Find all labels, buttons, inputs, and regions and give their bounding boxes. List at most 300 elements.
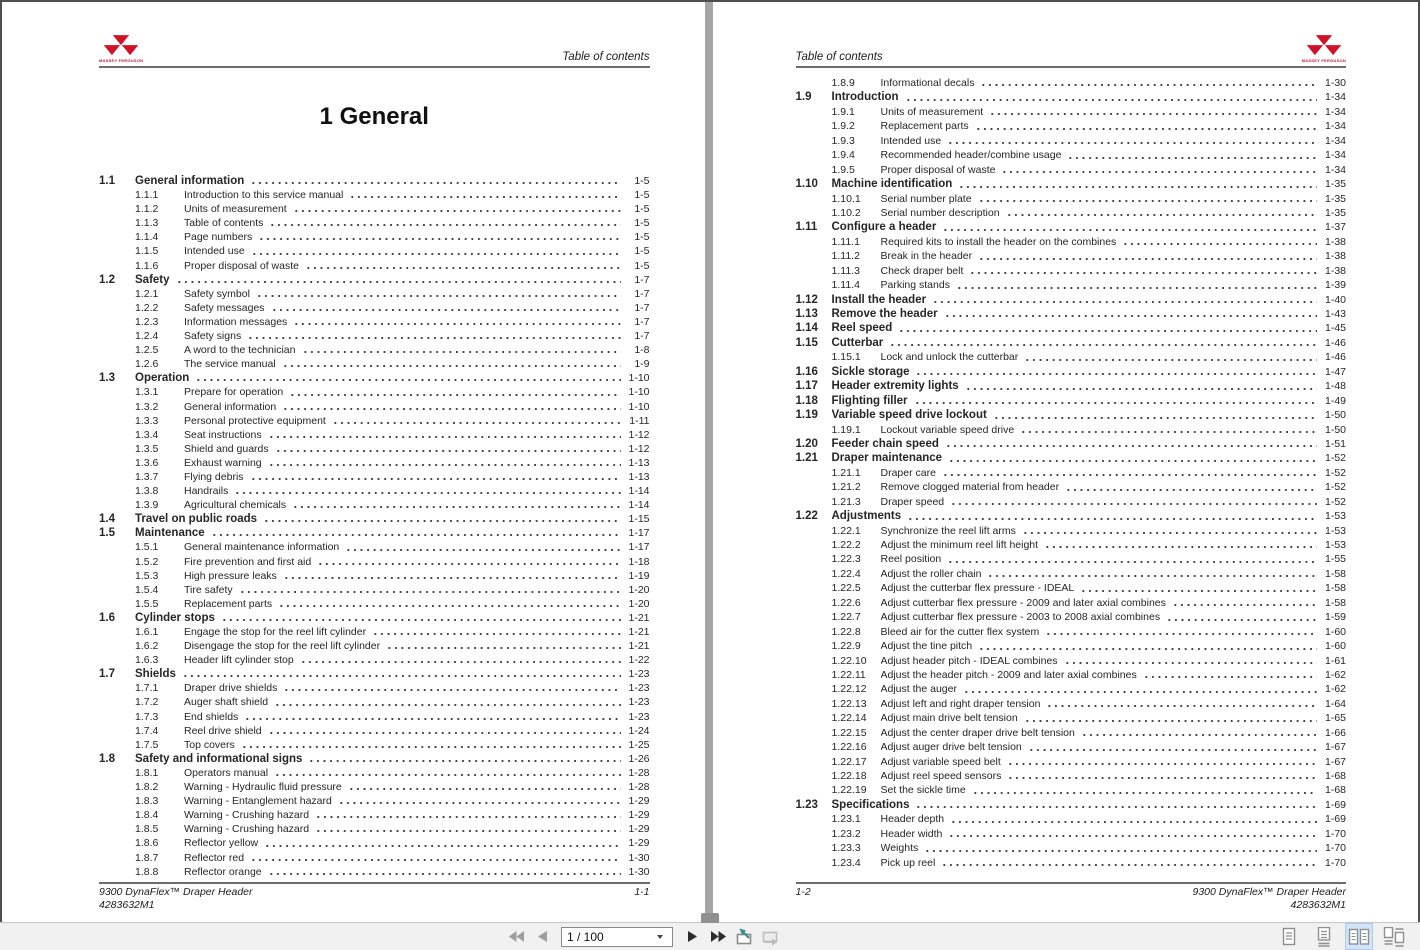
- toc-entry[interactable]: [99, 244, 650, 258]
- toc-entry-title: The service manual: [184, 358, 276, 371]
- toc-entry[interactable]: [796, 841, 1347, 855]
- toc-entry-number: 1.23: [795, 798, 818, 811]
- toc-dot-leader: [1081, 726, 1317, 740]
- toc-entry-number: 1.23.1: [831, 813, 861, 826]
- toc-entry-page: 1-7: [634, 315, 650, 328]
- toc-entry-title: Install the header: [831, 293, 927, 306]
- toc-entry[interactable]: [99, 611, 650, 625]
- toc-entry[interactable]: [796, 321, 1347, 335]
- toc-entry-number: 1.1.1: [135, 189, 159, 202]
- toc-entry[interactable]: [99, 583, 650, 597]
- toc-entry-number: 1.16: [795, 365, 818, 378]
- toc-entry-page: 1-59: [1324, 611, 1346, 624]
- toc-dot-leader: [182, 667, 621, 681]
- toc-entry[interactable]: [99, 695, 650, 709]
- toc-entry-page: 1-52: [1324, 466, 1346, 479]
- toc-entry-number: 1.22.19: [831, 784, 867, 797]
- toc-entry-page: 1-67: [1324, 741, 1346, 754]
- toc-dot-leader: [338, 794, 621, 808]
- toc-entry-title: General information: [184, 400, 277, 413]
- caret-down-icon[interactable]: [652, 935, 668, 939]
- toc-dot-leader: [293, 202, 621, 216]
- toc-entry[interactable]: [99, 287, 650, 301]
- toc-dot-leader: [250, 470, 621, 484]
- toc-entry[interactable]: [99, 385, 650, 399]
- next-page-button[interactable]: [681, 926, 703, 948]
- toc-entry[interactable]: [99, 414, 650, 428]
- toc-entry-page: 1-23: [628, 682, 650, 695]
- toc-entry-page: 1-70: [1324, 842, 1346, 855]
- toc-entry[interactable]: [99, 710, 650, 724]
- toc-entry-title: Shield and guards: [184, 442, 269, 455]
- toc-entry[interactable]: [796, 293, 1347, 307]
- toc-entry[interactable]: [99, 540, 650, 554]
- toc-dot-leader: [300, 653, 621, 667]
- last-page-button[interactable]: [707, 926, 729, 948]
- toc-entry-title: Adjust the center draper drive belt tension: [880, 726, 1075, 739]
- toc-dot-leader: [969, 264, 1317, 278]
- single-page-view-button[interactable]: [1276, 924, 1302, 949]
- toc-entry-page: 1-70: [1324, 856, 1346, 869]
- toc-entry[interactable]: [99, 174, 650, 188]
- toc-entry[interactable]: [99, 512, 650, 526]
- toc-entry-number: 1.7.5: [135, 738, 159, 751]
- toc-entry[interactable]: [796, 668, 1347, 682]
- toc-entry[interactable]: [99, 851, 650, 865]
- toc-dot-leader: [1022, 524, 1317, 538]
- toc-dot-leader: [271, 301, 621, 315]
- toc-dot-leader: [948, 451, 1317, 465]
- toc-entry-number: 1.1.4: [135, 231, 159, 244]
- toc-entry-number: 1.8.1: [135, 766, 159, 779]
- toc-entry-number: 1.8.5: [135, 823, 159, 836]
- toc-entry[interactable]: [99, 794, 650, 808]
- toc-entry-page: 1-52: [1324, 495, 1346, 508]
- toc-entry[interactable]: [99, 555, 650, 569]
- toc-entry-title: Header lift cylinder stop: [184, 654, 294, 667]
- toc-entry[interactable]: [796, 90, 1347, 104]
- page-2-footer: [796, 882, 1347, 912]
- toc-entry-number: 1.14: [795, 322, 818, 335]
- toc-entry[interactable]: [796, 177, 1347, 191]
- toc-entry-page: 1-7: [634, 287, 650, 300]
- page-number-input[interactable]: [562, 929, 652, 945]
- toc-dot-leader: [1028, 740, 1317, 754]
- toc-entry-title: Intended use: [880, 134, 942, 147]
- toc-entry-title: Adjust left and right draper tension: [880, 697, 1041, 710]
- toc-entry-number: 1.6: [99, 611, 115, 624]
- toc-entry-number: 1.21: [795, 452, 818, 465]
- toc-entry[interactable]: [99, 865, 650, 879]
- toc-entry-title: Machine identification: [831, 178, 953, 191]
- toc-dot-leader: [1001, 163, 1317, 177]
- toc-dot-leader: [1064, 654, 1317, 668]
- toc-entry[interactable]: [796, 307, 1347, 321]
- toc-entry-page: 1-58: [1324, 596, 1346, 609]
- toc-entry[interactable]: [99, 188, 650, 202]
- toc-entry[interactable]: [99, 259, 650, 273]
- toc-entry-title: Synchronize the reel lift arms: [880, 524, 1016, 537]
- toc-entry[interactable]: [796, 755, 1347, 769]
- toc-entry-page: 1-5: [634, 245, 650, 258]
- toc-entry-title: Break in the header: [880, 250, 973, 263]
- toc-dot-leader: [282, 400, 620, 414]
- toc-dot-leader: [278, 597, 620, 611]
- toc-entry[interactable]: [99, 667, 650, 681]
- toc-entry[interactable]: [796, 856, 1347, 870]
- toc-entry[interactable]: [99, 808, 650, 822]
- toc-entry-number: 1.8.6: [135, 837, 159, 850]
- toc-entry[interactable]: [796, 596, 1347, 610]
- toc-entry-page: 1-48: [1324, 380, 1346, 393]
- toc-dot-leader: [1044, 538, 1317, 552]
- toc-entry-number: 1.9.3: [831, 134, 855, 147]
- toc-dot-leader: [268, 865, 621, 879]
- toc-entry-page: 1-24: [628, 724, 650, 737]
- toc-entry[interactable]: [99, 653, 650, 667]
- toolbar-collapse-handle[interactable]: [701, 913, 719, 923]
- toc-entry[interactable]: [99, 371, 650, 385]
- toc-entry-number: 1.22.5: [831, 582, 861, 595]
- toc-entry-page: 1-13: [628, 470, 650, 483]
- toc-entry[interactable]: [796, 639, 1347, 653]
- page-number-combobox[interactable]: [561, 927, 673, 947]
- toc-entry-title: Draper drive shields: [184, 682, 278, 695]
- toc-entry[interactable]: [796, 567, 1347, 581]
- toc-entry-title: Units of measurement: [184, 203, 287, 216]
- toc-entry-title: Reflector red: [184, 851, 245, 864]
- toc-entry[interactable]: [99, 202, 650, 216]
- toc-entry[interactable]: [796, 812, 1347, 826]
- toc-entry-number: 1.22.9: [831, 640, 861, 653]
- toc-entry[interactable]: [99, 498, 650, 512]
- toc-entry[interactable]: [796, 206, 1347, 220]
- toc-dot-leader: [274, 695, 620, 709]
- toc-entry-page: 1-23: [628, 668, 650, 681]
- toc-entry[interactable]: [796, 423, 1347, 437]
- toc-entry-page: 1-23: [628, 710, 650, 723]
- toc-entry[interactable]: [796, 394, 1347, 408]
- toc-entry-number: 1.3.5: [135, 442, 159, 455]
- toc-entry[interactable]: [796, 783, 1347, 797]
- toc-entry-title: Warning - Hydraulic fluid pressure: [184, 781, 342, 794]
- toc-dot-leader: [372, 625, 620, 639]
- toc-entry-page: 1-67: [1324, 755, 1346, 768]
- toc-entry-page: 1-10: [628, 372, 650, 385]
- toc-entry[interactable]: [99, 836, 650, 850]
- toc-entry[interactable]: [99, 724, 650, 738]
- toc-entry[interactable]: [99, 301, 650, 315]
- toc-dot-leader: [978, 192, 1317, 206]
- toc-entry-title: Engage the stop for the reel lift cylinder: [184, 626, 367, 638]
- toc-dot-leader: [345, 540, 620, 554]
- toc-entry-page: 1-5: [634, 259, 650, 272]
- toc-entry-title: Personal protective equipment: [184, 414, 326, 427]
- toc-entry-number: 1.5: [99, 527, 115, 540]
- toc-entry-page: 1-9: [634, 358, 650, 371]
- toc-entry[interactable]: [99, 456, 650, 470]
- toc-entry-number: 1.7.1: [135, 682, 159, 695]
- toc-dot-leader: [978, 249, 1317, 263]
- toc-entry-title: Safety symbol: [184, 287, 250, 300]
- toc-entry[interactable]: [796, 827, 1347, 841]
- toc-entry[interactable]: [99, 766, 650, 780]
- toc-dot-leader: [1045, 625, 1317, 639]
- toc-entry-page: 1-64: [1324, 697, 1346, 710]
- toc-entry-page: 1-40: [1324, 293, 1346, 306]
- toc-dot-leader: [293, 315, 620, 329]
- toc-dot-leader: [889, 336, 1317, 350]
- toc-entry[interactable]: [99, 343, 650, 357]
- toc-entry[interactable]: [796, 235, 1347, 249]
- toc-entry[interactable]: [796, 336, 1347, 350]
- toc-entry[interactable]: [796, 726, 1347, 740]
- toc-entry[interactable]: [99, 273, 650, 287]
- toc-entry-number: 1.23.2: [831, 827, 861, 840]
- toc-entry[interactable]: [796, 466, 1347, 480]
- first-page-button[interactable]: [505, 926, 527, 948]
- next-view-button[interactable]: [759, 926, 781, 948]
- toc-entry[interactable]: [796, 654, 1347, 668]
- toc-entry-title: Disengage the stop for the reel lift cylinder: [184, 640, 381, 653]
- toc-entry-number: 1.19.1: [831, 423, 861, 436]
- toc-entry[interactable]: [99, 752, 650, 766]
- toc-entry[interactable]: [796, 249, 1347, 263]
- toc-entry-title: Header extremity lights: [831, 380, 959, 393]
- toc-entry-number: 1.3.7: [135, 470, 159, 483]
- toc-entry-number: 1.3.4: [135, 428, 159, 441]
- toc-entry-title: Travel on public roads: [135, 513, 258, 526]
- continuous-view-button[interactable]: [1311, 924, 1337, 949]
- toc-entry[interactable]: [796, 105, 1347, 119]
- toc-entry[interactable]: [796, 76, 1347, 90]
- toc-entry[interactable]: [796, 495, 1347, 509]
- toc-entry[interactable]: [99, 357, 650, 371]
- continuous-pages-icon: [1314, 927, 1334, 947]
- toc-entry-title: Replacement parts: [880, 120, 969, 133]
- toc-entry[interactable]: [796, 480, 1347, 494]
- toc-dot-leader: [945, 437, 1317, 451]
- toc-dot-leader: [914, 394, 1317, 408]
- toc-dot-leader: [948, 827, 1317, 841]
- toc-dot-leader: [1172, 596, 1317, 610]
- toc-entry[interactable]: [99, 484, 650, 498]
- toc-entry[interactable]: [796, 119, 1347, 133]
- toc-entry-number: 1.22.14: [831, 712, 867, 725]
- toc-entry-title: Intended use: [184, 245, 245, 258]
- footer-doc-title: 9300 DynaFlex™ Draper Header: [99, 886, 253, 898]
- toc-entry-title: Lock and unlock the cutterbar: [880, 351, 1019, 364]
- toc-dot-leader: [315, 822, 620, 836]
- previous-view-button[interactable]: [733, 926, 755, 948]
- last-page-icon: [711, 931, 726, 942]
- toc-entry-page: 1-53: [1324, 539, 1346, 551]
- toc-entry-page: 1-52: [1324, 452, 1346, 465]
- toc-entry[interactable]: [796, 379, 1347, 393]
- toc-dot-leader: [1143, 668, 1317, 682]
- toc-dot-leader: [264, 836, 620, 850]
- toc-entry[interactable]: [99, 569, 650, 583]
- toc-entry-page: 1-49: [1324, 394, 1346, 407]
- two-page-continuous-view-button[interactable]: [1381, 924, 1407, 949]
- toc-entry[interactable]: [796, 163, 1347, 177]
- toc-entry-title: Introduction to this service manual: [184, 189, 344, 202]
- toc-entry[interactable]: [99, 780, 650, 794]
- toc-dot-leader: [308, 752, 620, 766]
- toc-dot-leader: [942, 220, 1317, 234]
- toc-entry-title: Adjust reel speed sensors: [880, 770, 1002, 782]
- chapter-title: 1 General: [319, 103, 429, 130]
- toc-entry[interactable]: [796, 682, 1347, 696]
- toc-entry[interactable]: [796, 408, 1347, 422]
- toc-dot-leader: [1067, 148, 1317, 162]
- single-page-icon: [1279, 927, 1299, 947]
- toc-entry-page: 1-30: [628, 865, 650, 878]
- toc-entry[interactable]: [796, 798, 1347, 812]
- toc-dot-leader: [274, 766, 620, 780]
- toc-entry[interactable]: [796, 278, 1347, 292]
- toc-entry-number: 1.3: [99, 372, 115, 385]
- toc-entry-number: 1.3.3: [135, 414, 159, 427]
- toc-entry[interactable]: [99, 822, 650, 836]
- toc-dot-leader: [317, 555, 620, 569]
- page-1-header: [99, 2, 650, 68]
- toc-entry[interactable]: [796, 192, 1347, 206]
- page-navigation: [505, 923, 781, 950]
- toc-entry-page: 1-68: [1324, 770, 1346, 782]
- two-page-view-button[interactable]: [1346, 924, 1372, 949]
- toc-entry-number: 1.6.2: [135, 640, 159, 653]
- toc-entry-title: Feeder chain speed: [831, 437, 939, 450]
- toc-entry[interactable]: [99, 639, 650, 653]
- toc-entry[interactable]: [99, 315, 650, 329]
- toc-entry[interactable]: [796, 451, 1347, 465]
- toc-dot-leader: [993, 408, 1317, 422]
- toc-entry-number: 1.19: [795, 409, 818, 422]
- toc-entry[interactable]: [99, 681, 650, 695]
- toc-entry-title: End shields: [184, 710, 239, 723]
- toc-entry[interactable]: [796, 740, 1347, 754]
- toc-entry-number: 1.21.1: [831, 466, 861, 479]
- toc-entry-number: 1.3.9: [135, 499, 159, 512]
- toc-entry[interactable]: [99, 597, 650, 611]
- toc-entry-page: 1-34: [1324, 149, 1346, 162]
- toc-entry[interactable]: [99, 625, 650, 639]
- toc-entry[interactable]: [796, 437, 1347, 451]
- toc-entry-number: 1.8.4: [135, 809, 159, 822]
- toc-entry-page: 1-43: [1324, 308, 1346, 320]
- toc-entry-title: Handrails: [184, 485, 229, 498]
- toc-entry[interactable]: [796, 524, 1347, 538]
- toc-entry-page: 1-21: [628, 626, 650, 638]
- toc-entry-title: Serial number plate: [880, 192, 972, 205]
- toc-entry[interactable]: [796, 625, 1347, 639]
- toc-entry-number: 1.1.2: [135, 203, 159, 216]
- toc-entry[interactable]: [796, 509, 1347, 523]
- toc-entry[interactable]: [99, 470, 650, 484]
- toc-entry-number: 1.13: [795, 308, 818, 320]
- toc-entry-page: 1-5: [634, 189, 650, 202]
- footer-doc-info: [99, 886, 253, 912]
- toc-entry[interactable]: [796, 264, 1347, 278]
- toc-entry[interactable]: [796, 711, 1347, 725]
- toc-entry-title: Page numbers: [184, 231, 253, 244]
- toc-entry-title: Replacement parts: [184, 597, 273, 610]
- toc-entry-page: 1-51: [1324, 437, 1346, 450]
- toc-dot-leader: [234, 484, 620, 498]
- toc-entry[interactable]: [796, 769, 1347, 783]
- toc-entry[interactable]: [796, 148, 1347, 162]
- toc-dot-leader: [386, 639, 620, 653]
- toc-entry-page: 1-34: [1324, 105, 1346, 118]
- toc-entry-number: 1.7: [99, 668, 115, 681]
- toc-entry-number: 1.10.1: [831, 192, 861, 205]
- toc-entry[interactable]: [99, 428, 650, 442]
- toc-entry-page: 1-65: [1324, 712, 1346, 725]
- toc-entry[interactable]: [796, 552, 1347, 566]
- toc-entry[interactable]: [796, 134, 1347, 148]
- toc-entry-number: 1.2.5: [135, 344, 159, 357]
- toc-dot-leader: [315, 808, 620, 822]
- toc-entry[interactable]: [796, 365, 1347, 379]
- page-2: [713, 2, 1419, 922]
- toc-entry-title: Weights: [880, 842, 919, 855]
- toc-entry-number: 1.23.4: [831, 856, 861, 869]
- toc-entry-title: Auger shaft shield: [184, 696, 269, 709]
- toc-entry-page: 1-15: [628, 513, 650, 526]
- toc-entry-page: 1-60: [1324, 640, 1346, 653]
- toc-entry[interactable]: [796, 581, 1347, 595]
- toc-entry[interactable]: [796, 220, 1347, 234]
- brand-name: MASSEY FERGUSON: [1301, 58, 1346, 63]
- toc-entry-page: 1-14: [628, 499, 650, 512]
- toc-entry[interactable]: [99, 400, 650, 414]
- toc-entry-page: 1-35: [1324, 178, 1346, 191]
- triple-triangle-icon: [1304, 34, 1344, 58]
- toc-entry-number: 1.8.8: [135, 865, 159, 878]
- toc-entry[interactable]: [99, 738, 650, 752]
- toc-entry[interactable]: [99, 329, 650, 343]
- toc-entry[interactable]: [99, 230, 650, 244]
- toc-dot-leader: [349, 188, 620, 202]
- previous-page-button[interactable]: [531, 926, 553, 948]
- toc-entry-number: 1.15.1: [831, 351, 861, 364]
- toc-entry-number: 1.9: [795, 91, 812, 104]
- toc-dot-leader: [898, 321, 1317, 335]
- toc-entry[interactable]: [99, 442, 650, 456]
- toc-entry-page: 1-61: [1324, 654, 1346, 667]
- toc-dot-leader: [250, 851, 620, 865]
- toc-entry[interactable]: [99, 216, 650, 230]
- toc-entry[interactable]: [99, 526, 650, 540]
- toc-entry[interactable]: [796, 610, 1347, 624]
- toc-entry[interactable]: [796, 538, 1347, 552]
- toc-entry-number: 1.3.8: [135, 485, 159, 498]
- toc-entry[interactable]: [796, 697, 1347, 711]
- toc-entry[interactable]: [796, 350, 1347, 364]
- toc-entry-title: Check draper belt: [880, 264, 964, 277]
- toc-entry-title: Adjustments: [831, 510, 902, 523]
- toc-entry-title: Maintenance: [135, 527, 205, 540]
- toc-entry-page: 1-30: [628, 851, 650, 864]
- toc-entry-title: Bleed air for the cutter flex system: [880, 625, 1040, 638]
- toc-entry-number: 1.5.2: [135, 555, 159, 568]
- toc-entry-number: 1.6.1: [135, 626, 159, 638]
- toc-entry-number: 1.22.18: [831, 770, 867, 782]
- first-page-icon: [509, 931, 524, 942]
- toc-entry-number: 1.3.6: [135, 456, 159, 469]
- toc-entry-title: Cylinder stops: [135, 611, 215, 624]
